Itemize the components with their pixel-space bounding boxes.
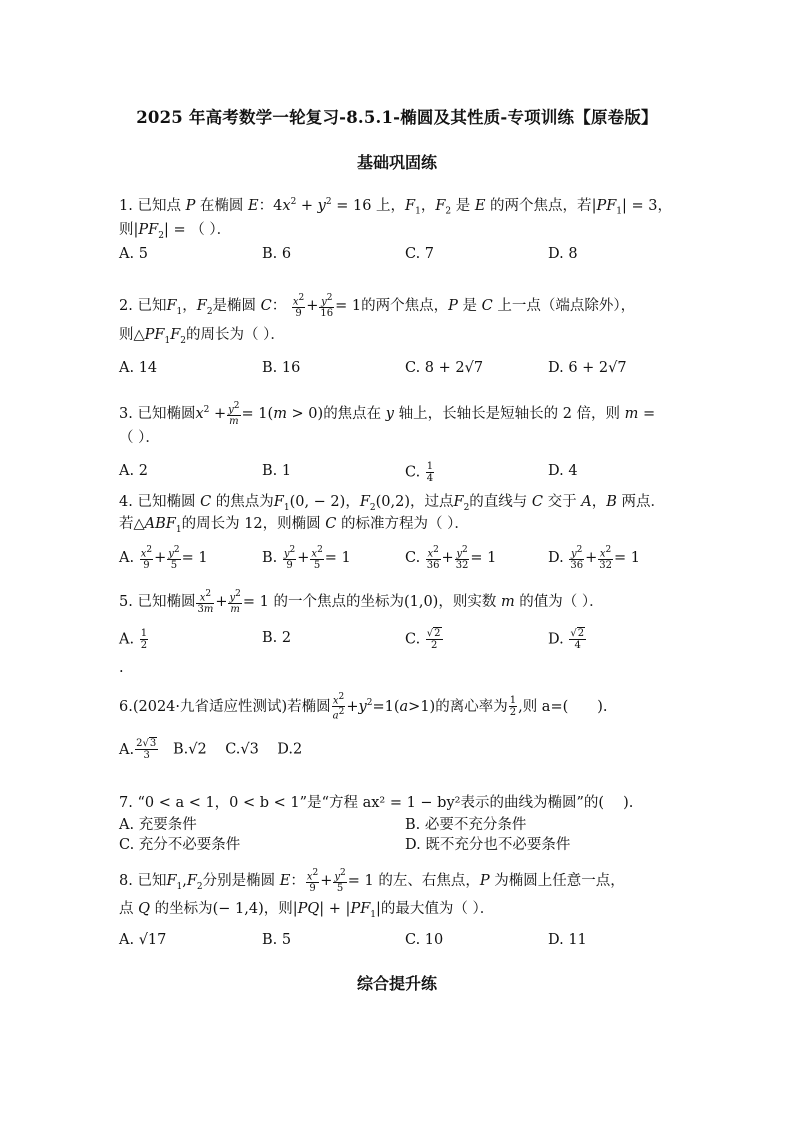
q1-option-d: D. 8 (548, 246, 578, 262)
question-5-line-1: 5. 已知椭圆 $\frac{x^2}{3m}$ + $\frac{y^2}{m}$ = 1 的一个焦点的坐标为(1,0)，则实数 m 的值为（ ）． (119, 589, 604, 616)
q5-option-d: D. $\frac{√2}{4}$ (548, 628, 585, 651)
section-heading-basic: 基础巩固练 (356, 153, 437, 172)
q6-option-d: D.2 (277, 741, 303, 758)
question-7-line-1: 7. “0 < a < 1，0 < b < 1”是“方程 ax² = 1 − by²表示的曲线为椭圆”的( ). (119, 795, 634, 811)
q1-option-b: B. 6 (262, 246, 292, 262)
q1-option-a: A. 5 (119, 246, 148, 262)
question-4-line-1: 4. 已知椭圆 C 的焦点为$F_1(0$, − 2)，$F_2(0,2)$，过点$F_2$的直线与 C 交于 A，B 两点． (119, 494, 665, 513)
q6-option-b: B.√2 (173, 741, 207, 758)
question-2-line-2: 则$\triangle PF_1F_2$的周长为（ ）． (119, 327, 285, 346)
q6-option-c: C.√3 (225, 741, 259, 758)
q7-option-b: B. 必要不充分条件 (405, 817, 527, 833)
page-title: 2025 年高考数学一轮复习-8.5.1-椭圆及其性质-专项训练【原卷版】 (136, 108, 658, 127)
q8-option-b: B. 5 (262, 932, 292, 948)
q3-option-b: B. 1 (262, 463, 292, 479)
question-3-line-1: 3. 已知椭圆$x^2$ + $\frac{y^2}{m}$ = 1(m > 0)的焦点在 y 轴上，长轴长是短轴长的 2 倍，则 m = (119, 400, 656, 427)
q6-options-row (119, 738, 302, 761)
question-1-line-1: 1. 已知点 P 在椭圆 E：$4x^2 + y^2 = 16$ 上，$F_1$，$F_2$ 是 E 的两个焦点，若$|PF_1| = 3$， (119, 197, 672, 217)
q4-option-d: D. $\frac{y^2}{36}$ + $\frac{x^2}{32}$ = 1 (548, 545, 640, 572)
q1-option-c: C. 7 (405, 246, 435, 262)
question-2-line-1: 2. 已知$F_1$，$F_2$是椭圆 C： $\frac{x^2}{9}$ + $\frac{y^2}{16}$ = 1的两个焦点，P 是 C 上一点（端点除外）， (119, 293, 636, 320)
q2-option-c: C. 8 + 2√7 (405, 360, 484, 376)
stray-dot: . (119, 660, 124, 676)
question-1-line-2: 则$|PF_2|$ = （ ）． (119, 222, 232, 241)
q7-option-a: A. 充要条件 (119, 817, 197, 833)
q2-option-a: A. 14 (119, 360, 158, 376)
q5-option-c: C. $\frac{√2}{2}$ (405, 628, 441, 651)
q3-option-d: D. 4 (548, 463, 578, 479)
question-3-line-2: （ ）． (119, 430, 160, 446)
question-6-line-1: 6.(2024·九省适应性测试)若椭圆 $\frac{x^2}{a^2}$ $+y^2=1(a>1)$的离心率为 $\frac{1}{2}$ ,则 a=( ). (119, 692, 608, 722)
q6-option-a: A. $\frac{2√3}{3}$ (119, 738, 157, 761)
q3-option-a: A. 2 (119, 463, 148, 479)
q8-option-d: D. 11 (548, 932, 587, 948)
question-8-line-2: 点 Q 的坐标为(− 1,4)，则$|PQ| + |PF_1|$的最大值为（ ）． (119, 901, 495, 920)
q8-option-c: C. 10 (405, 932, 444, 948)
q5-option-a: A. $\frac{1}{2}$ (119, 628, 148, 651)
q7-option-d: D. 既不充分也不必要条件 (405, 837, 571, 853)
q2-option-d: D. 6 + 2√7 (548, 360, 627, 376)
section-heading-advanced: 综合提升练 (356, 974, 437, 993)
question-8-line-1: 8. 已知$F_1,F_2$分别是椭圆 E： $\frac{x^2}{9}$ + $\frac{y^2}{5}$ = 1 的左、右焦点，P 为椭圆上任意一点， (119, 868, 625, 895)
q5-option-b: B. 2 (262, 630, 292, 646)
q7-option-c: C. 充分不必要条件 (119, 837, 241, 853)
q4-option-a: A. $\frac{x^2}{9}$ + $\frac{y^2}{5}$ = 1 (119, 545, 208, 572)
q3-option-c: C. $\frac{1}{4}$ (405, 461, 434, 484)
q8-option-a: A. √17 (119, 932, 167, 948)
q4-option-b: B. $\frac{y^2}{9}$ + $\frac{x^2}{5}$ = 1 (262, 545, 351, 572)
question-4-line-2: 若$\triangle ABF_1$的周长为 12，则椭圆 C 的标准方程为（ ）． (119, 516, 469, 535)
q2-option-b: B. 16 (262, 360, 301, 376)
q4-option-c: C. $\frac{x^2}{36}$ + $\frac{y^2}{32}$ = 1 (405, 545, 497, 572)
